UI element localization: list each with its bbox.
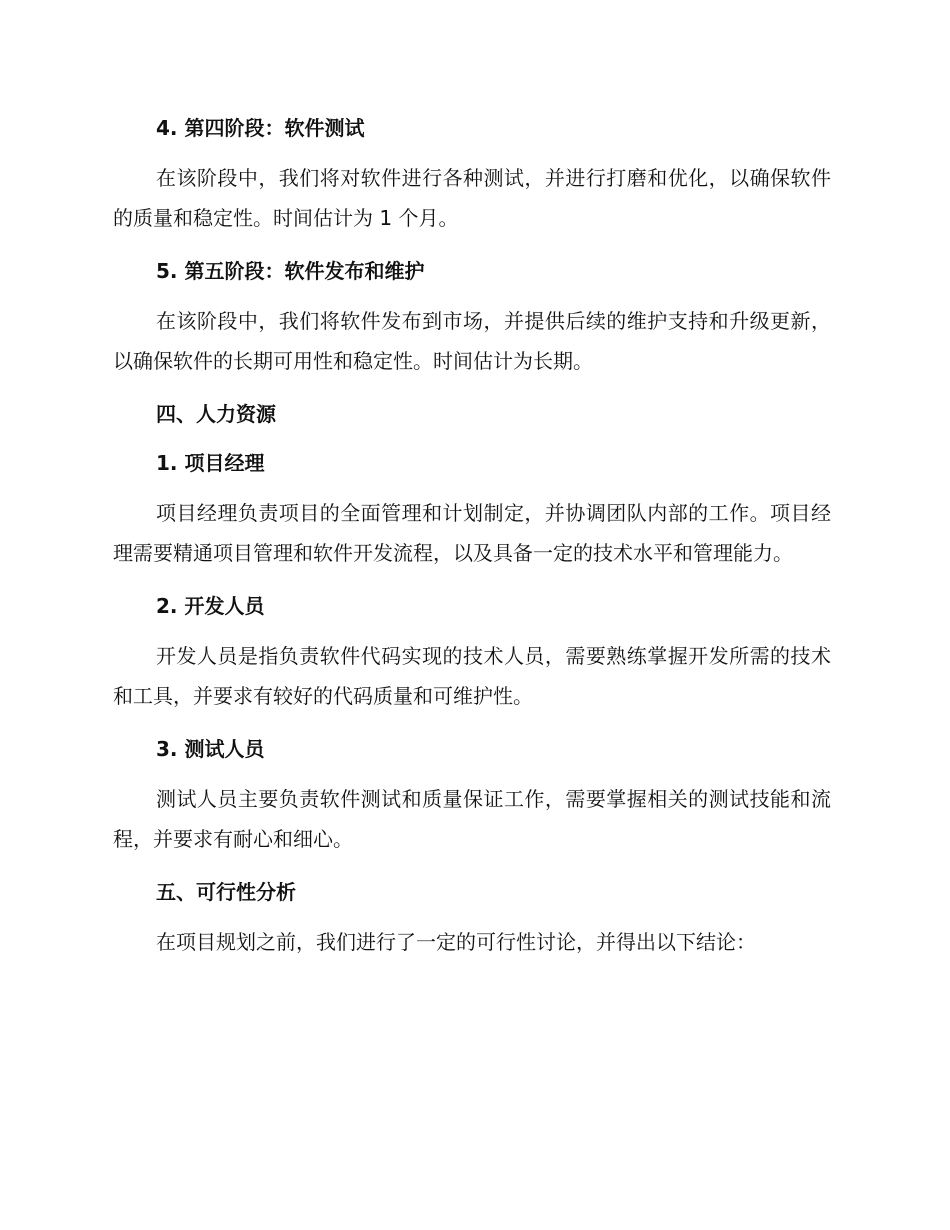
section-heading-feasibility: 五、可行性分析 — [156, 880, 296, 904]
subheading-testers: 3. 测试人员 — [156, 737, 265, 761]
subheading-developers: 2. 开发人员 — [156, 594, 265, 618]
section-heading-human-resources: 四、人力资源 — [156, 402, 276, 426]
paragraph-project-manager: 项目经理负责项目的全面管理和计划制定，并协调团队内部的工作。项目经理需要精通项目管理和软件开发流程，以及具备一定的技术水平和管理能力。 — [113, 501, 831, 565]
paragraph-phase-5: 在该阶段中，我们将软件发布到市场，并提供后续的维护支持和升级更新，以确保软件的长期可用性和稳定性。时间估计为长期。 — [113, 309, 831, 373]
paragraph-testers: 测试人员主要负责软件测试和质量保证工作，需要掌握相关的测试技能和流程，并要求有耐心和细心。 — [113, 787, 831, 851]
paragraph-developers: 开发人员是指负责软件代码实现的技术人员，需要熟练掌握开发所需的技术和工具，并要求有较好的代码质量和可维护性。 — [113, 644, 831, 708]
subheading-project-manager: 1. 项目经理 — [156, 451, 265, 475]
paragraph-phase-4: 在该阶段中，我们将对软件进行各种测试，并进行打磨和优化，以确保软件的质量和稳定性。时间估计为 1 个月。 — [113, 166, 831, 230]
section-heading-phase-5: 5. 第五阶段：软件发布和维护 — [156, 259, 425, 283]
paragraph-feasibility: 在项目规划之前，我们进行了一定的可行性讨论，并得出以下结论： — [156, 930, 756, 954]
document-body — [113, 112, 831, 962]
section-heading-phase-4: 4. 第四阶段：软件测试 — [156, 116, 365, 140]
